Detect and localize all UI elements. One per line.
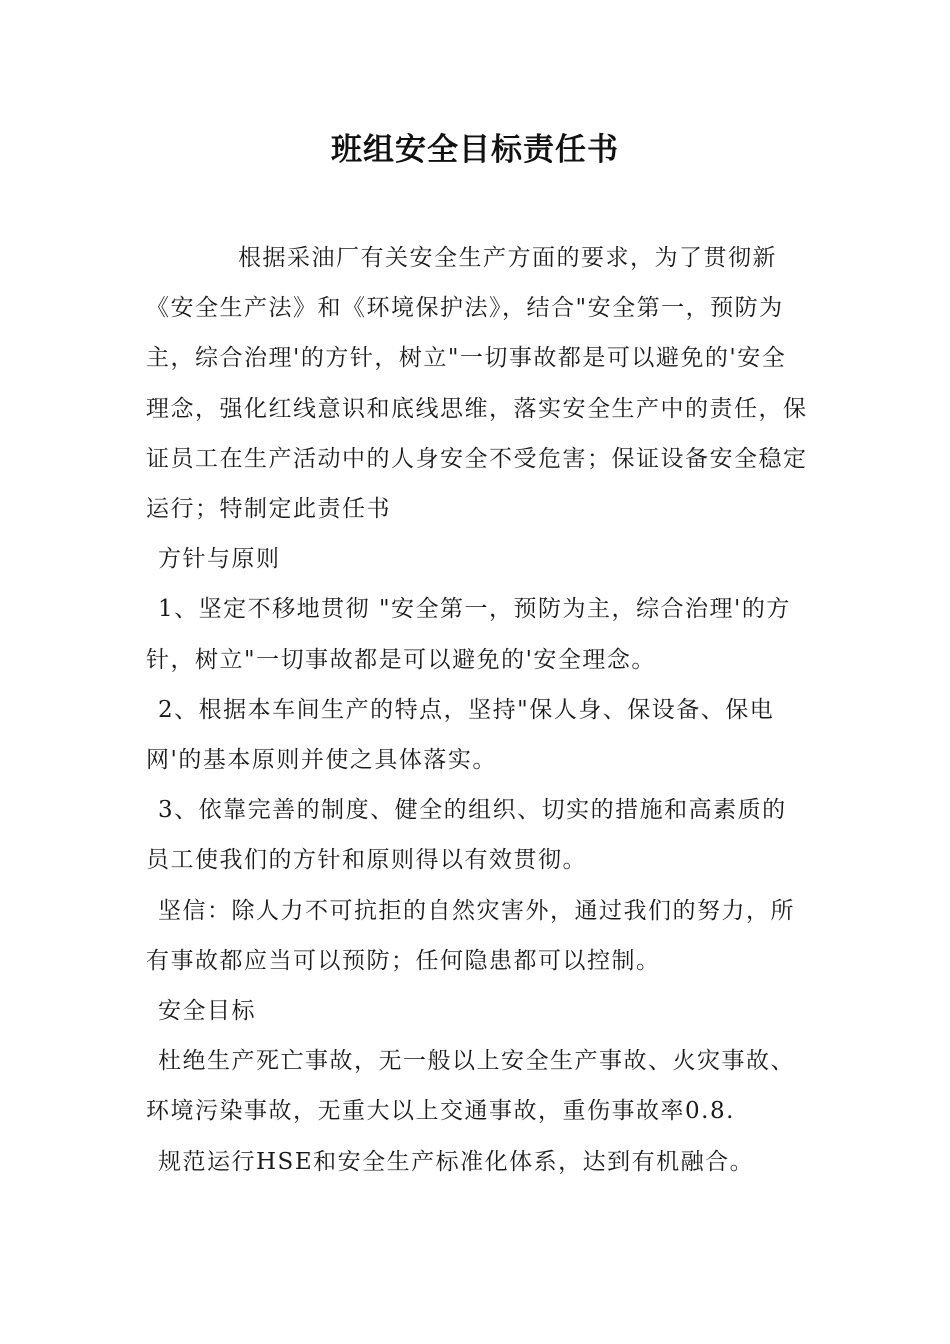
section-heading-goals: 安全目标: [158, 998, 256, 1025]
section-heading-principles: 方针与原则: [158, 546, 281, 573]
goal-item-2: 规范运行HSE和安全生产标准化体系，达到有机融合。: [158, 1148, 755, 1175]
goal-item-1: 杜绝生产死亡事故，无一般以上安全生产事故、火灾事故、环境污染事故，无重大以上交通事故，重伤事故率0.8.: [146, 1048, 795, 1125]
document-title: 班组安全目标责任书: [331, 132, 619, 168]
principle-item-3: 3、依靠完善的制度、健全的组织、切实的措施和高素质的员工使我们的方针和原则得以有效贯彻。: [146, 797, 787, 874]
principle-item-2: 2、根据本车间生产的特点，坚持"保人身、保设备、保电网'的基本原则并使之具体落实。: [146, 696, 775, 774]
belief-paragraph: 坚信：除人力不可抗拒的自然灾害外，通过我们的努力，所有事故都应当可以预防；任何隐患都可以控制。: [146, 897, 795, 974]
principle-item-1: 1、坚定不移地贯彻 "安全第一，预防为主，综合治理'的方针，树立"一切事故都是可以避免的'安全理念。: [146, 596, 791, 673]
intro-paragraph: 根据采油厂有关安全生产方面的要求，为了贯彻新《安全生产法》和《环境保护法》，结合"安全第一，预防为主，综合治理'的方针，树立"一切事故都是可以避免的'安全理念，强化红线意识和底线思维，落实安全生产中的责任，保证员工在生产活动中的人身安全不受危害；保证设备安全稳定运行；特制定此责任书: [146, 245, 808, 523]
document-body: [146, 233, 810, 1187]
